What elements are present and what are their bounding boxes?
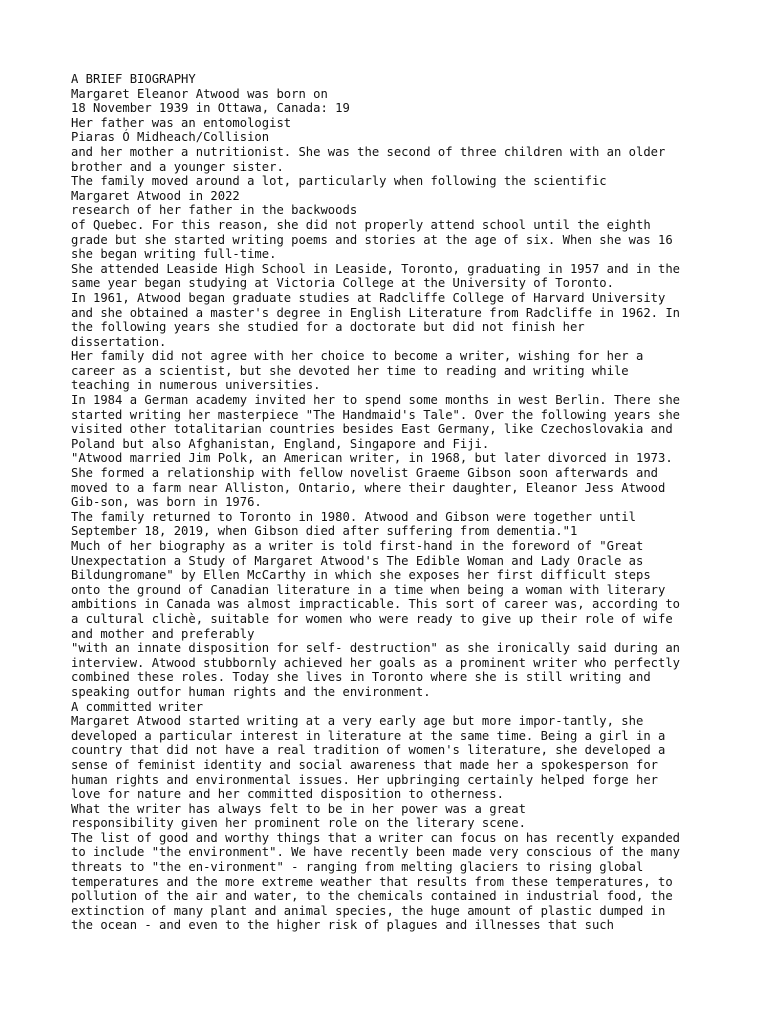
document-line: The family moved around a lot, particularly when following the scientific <box>71 174 607 189</box>
document-line: "Atwood married Jim Polk, an American writer, in 1968, but later divorced in 1973. <box>71 451 673 466</box>
document-line: Her father was an entomologist <box>71 115 292 130</box>
document-line: A BRIEF BIOGRAPHY <box>71 72 196 86</box>
document-line: and mother and preferably <box>71 626 255 641</box>
document-line: Margaret Atwood started writing at a very early age but more impor-tantly, she <box>71 714 644 729</box>
document-line: 18 November 1939 in Ottawa, Canada: 19 <box>71 101 350 116</box>
document-line: a cultural clichè, suitable for women who were ready to give up their role of wife <box>71 611 673 626</box>
document-line: temperatures and the more extreme weather that results from these temperatures, to <box>71 874 673 889</box>
document-line: What the writer has always felt to be in her power was a great <box>71 801 526 816</box>
document-line: moved to a farm near Alliston, Ontario, where their daughter, Eleanor Jess Atwood <box>71 480 666 495</box>
document-line: Unexpectation a Study of Margaret Atwood's The Edible Woman and Lady Oracle as <box>71 553 644 568</box>
document-line: developed a particular interest in literature at the same time. Being a girl in a <box>71 728 666 743</box>
document-line: She formed a relationship with fellow novelist Graeme Gibson soon afterwards and <box>71 466 658 481</box>
document-line: Piaras Ó Midheach/Collision <box>71 130 270 145</box>
document-line: Her family did not agree with her choice to become a writer, wishing for her a <box>71 349 644 364</box>
document-line: the following years she studied for a doctorate but did not finish her <box>71 320 585 335</box>
document-line: onto the ground of Canadian literature in a time when being a woman with literary <box>71 582 666 597</box>
document-line: A committed writer <box>71 699 204 714</box>
document-line: brother and a younger sister. <box>71 159 284 174</box>
document-line: "with an innate disposition for self- destruction" as she ironically said during an <box>71 641 681 656</box>
document-line: she began writing full-time. <box>71 247 277 262</box>
document-line: She attended Leaside High School in Leaside, Toronto, graduating in 1957 and in the <box>71 261 681 276</box>
document-line: speaking outfor human rights and the environment. <box>71 684 431 699</box>
document-line: responsibility given her prominent role on the literary scene. <box>71 816 526 831</box>
document-text <box>71 72 711 933</box>
document-line: love for nature and her committed disposition to otherness. <box>71 787 504 802</box>
document-line: same year began studying at Victoria College at the University of Toronto. <box>71 276 614 291</box>
document-line: and she obtained a master's degree in English Literature from Radcliffe in 1962. In <box>71 305 681 320</box>
document-line: ambitions in Canada was almost impracticable. This sort of career was, according to <box>71 597 681 612</box>
document-line: threats to "the en-vironment" - ranging from melting glaciers to rising global <box>71 860 644 875</box>
document-line: visited other totalitarian countries besides East Germany, like Czechoslovakia and <box>71 422 673 437</box>
document-line: September 18, 2019, when Gibson died after suffering from dementia."1 <box>71 524 578 539</box>
document-line: grade but she started writing poems and stories at the age of six. When she was 16 <box>71 232 673 247</box>
document-line: pollution of the air and water, to the chemicals contained in industrial food, the <box>71 889 673 904</box>
document-line: teaching in numerous universities. <box>71 378 321 393</box>
document-line: Margaret Atwood in 2022 <box>71 188 240 203</box>
document-line: human rights and environmental issues. Her upbringing certainly helped forge her <box>71 772 658 787</box>
document-line: started writing her masterpiece "The Handmaid's Tale". Over the following years she <box>71 407 681 422</box>
document-line: extinction of many plant and animal species, the huge amount of plastic dumped in <box>71 903 666 918</box>
document-line: combined these roles. Today she lives in Toronto where she is still writing and <box>71 670 651 685</box>
document-line: interview. Atwood stubbornly achieved her goals as a prominent writer who perfectly <box>71 655 681 670</box>
document-line: career as a scientist, but she devoted her time to reading and writing while <box>71 363 629 378</box>
document-line: and her mother a nutritionist. She was the second of three children with an older <box>71 144 666 159</box>
document-line: Much of her biography as a writer is told first-hand in the foreword of "Great <box>71 539 644 553</box>
document-line: Bildungromane" by Ellen McCarthy in which she exposes her first difficult steps <box>71 568 651 583</box>
document-line: the ocean - and even to the higher risk of plagues and illnesses that such <box>71 918 614 933</box>
document-line: research of her father in the backwoods <box>71 203 358 218</box>
document-line: Gib-son, was born in 1976. <box>71 495 262 510</box>
document-line: Margaret Eleanor Atwood was born on <box>71 86 328 101</box>
document-line: to include "the environment". We have recently been made very conscious of the many <box>71 845 681 860</box>
document-line: The list of good and worthy things that a writer can focus on has recently expanded <box>71 830 681 845</box>
document-line: The family returned to Toronto in 1980. Atwood and Gibson were together until <box>71 509 636 524</box>
document-line: country that did not have a real tradition of women's literature, she developed a <box>71 743 666 758</box>
document-line: of Quebec. For this reason, she did not properly attend school until the eighth <box>71 217 651 232</box>
document-line: In 1961, Atwood began graduate studies at Radcliffe College of Harvard University <box>71 290 666 305</box>
document-line: Poland but also Afghanistan, England, Singapore and Fiji. <box>71 436 490 451</box>
document-line: In 1984 a German academy invited her to spend some months in west Berlin. There she <box>71 393 681 408</box>
document-line: sense of feminist identity and social awareness that made her a spokesperson for <box>71 757 658 772</box>
document-line: dissertation. <box>71 334 167 349</box>
